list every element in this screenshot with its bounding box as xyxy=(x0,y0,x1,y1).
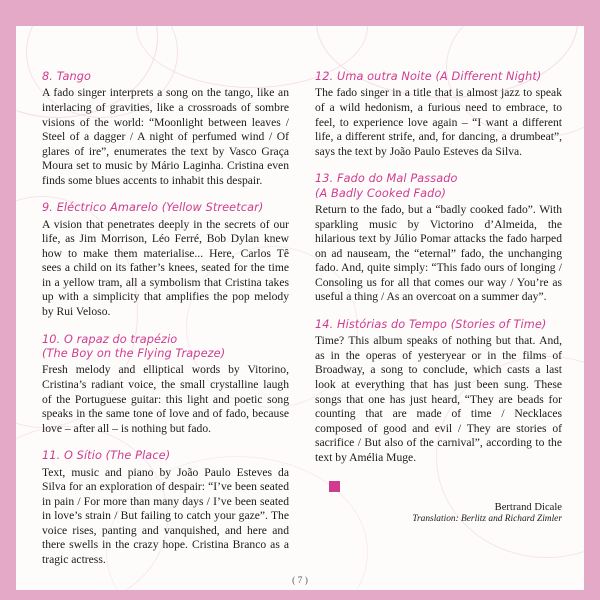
track-title-13 xyxy=(315,172,562,201)
track-title-10 xyxy=(42,333,289,362)
two-column-text-body xyxy=(42,70,562,580)
track-text-8: A fado singer interprets a song on the tango, like an interlacing of gravities, like a crossroads of sombre visions of the world: “Moonlight between leaves / Steel of a dagger / A night of perfumed wind / Of glares of ire”, enumerates the text by Vasco Graça Moura set to music by Mário Laginha. Cristina even finds some blues accents to inhabit this despair. xyxy=(42,86,289,187)
track-name-11: O Sítio (The Place) xyxy=(63,449,171,463)
track-text-13: Return to the fado, but a “badly cooked fado”. With sparkling music by Victorino d’Almeida, the hilarious text by Júlio Pomar attacks the fado harped on ad nauseam, the “eternal” fado, the unchanging fado. And, quite simply: “This fado ours of longing / Consoling us for all that comes our way / You’re as useful a thing / As an overcoat on a summer day”. xyxy=(315,203,562,304)
right-column xyxy=(315,70,562,580)
page-border-left xyxy=(0,0,16,600)
translation-credit: Translation: Berlitz and Richard Zimler xyxy=(412,514,562,525)
track-number-14: 14. xyxy=(315,317,334,331)
page-border-top xyxy=(0,0,600,26)
track-text-14: Time? This album speaks of nothing but that. And, as in the operas of yesteryear or in the films of Broadway, a song to conclude, which casts a last look at everything that has just been sung. These songs that one has just heard, “They are beads for counting that are made of time / Necklaces composed of good and evil / They are stories of sacrifice / But also of the carnival”, according to the text by Amélia Muge. xyxy=(315,334,562,464)
track-number-10: 10. xyxy=(42,332,61,346)
track-subtitle-13: (A Badly Cooked Fado) xyxy=(315,186,446,200)
left-column xyxy=(42,70,289,580)
page-content-area xyxy=(16,26,584,590)
track-entry-12 xyxy=(315,70,562,159)
track-title-11 xyxy=(42,449,289,463)
track-name-10: O rapaz do trapézio xyxy=(63,332,178,346)
track-number-8: 8. xyxy=(42,70,53,83)
track-entry-9 xyxy=(42,201,289,319)
track-text-9: A vision that penetrates deeply in the secrets of our life, as Jim Morrison, Léo Ferré, Bob Dylan knew how to make them materialise... Here, Carlos Tê sees a child on its father’s knees, seated for the time in a yellow tram, all a symbolism that Cristina takes up with a simplicity that amplifies the pop melody by Rui Veloso. xyxy=(42,217,289,319)
track-title-12 xyxy=(315,70,562,84)
track-name-14: Histórias do Tempo (Stories of Time) xyxy=(336,317,547,331)
track-subtitle-10: (The Boy on the Flying Trapeze) xyxy=(42,347,226,361)
track-number-9: 9. xyxy=(42,201,53,215)
track-entry-14 xyxy=(315,318,562,465)
track-entry-10 xyxy=(42,333,289,437)
author-credit: Bertrand Dicale xyxy=(494,502,562,514)
track-entry-8 xyxy=(42,70,289,188)
track-entry-11 xyxy=(42,449,289,567)
track-name-12: Uma outra Noite (A Different Night) xyxy=(336,70,542,83)
track-title-14 xyxy=(315,318,562,332)
end-of-text-square xyxy=(329,481,340,492)
page-border-bottom xyxy=(0,590,600,600)
track-name-9: Eléctrico Amarelo (Yellow Streetcar) xyxy=(56,201,264,215)
track-text-11: Text, music and piano by João Paulo Esteves da Silva for an exploration of despair: “I’ve been seated in pain / For more than many days / I’ve been seated in love’s strain / But failing to catch your gaze”. The voice rises, panting and vanquished, and here and there swells in the crazy hope. Cristina Branco as a tragic actress. xyxy=(42,465,289,566)
track-number-11: 11. xyxy=(42,449,61,463)
track-text-12: The fado singer in a title that is almost jazz to speak of a wild hedonism, a furious need to embrace, to feel, to experience love again – “I want a different life, a different strife, and, for dancing, a drumbeat”, says the text by João Paulo Esteves da Silva. xyxy=(315,86,562,158)
page-number: ( 7 ) xyxy=(292,576,308,586)
track-number-13: 13. xyxy=(315,172,334,186)
track-number-12: 12. xyxy=(315,70,334,83)
track-title-8 xyxy=(42,70,289,84)
page-border-right xyxy=(584,0,600,600)
track-name-8: Tango xyxy=(56,70,92,83)
track-text-10: Fresh melody and elliptical words by Vitorino, Cristina’s radiant voice, the small crystalline laugh of the Portuguese guitar: this light and poetic song speaks in the same tone of love and of fado, because love – after all – is nothing but fado. xyxy=(42,363,289,435)
track-title-9 xyxy=(42,201,289,215)
track-entry-13 xyxy=(315,172,562,305)
track-name-13: Fado do Mal Passado xyxy=(336,172,458,186)
